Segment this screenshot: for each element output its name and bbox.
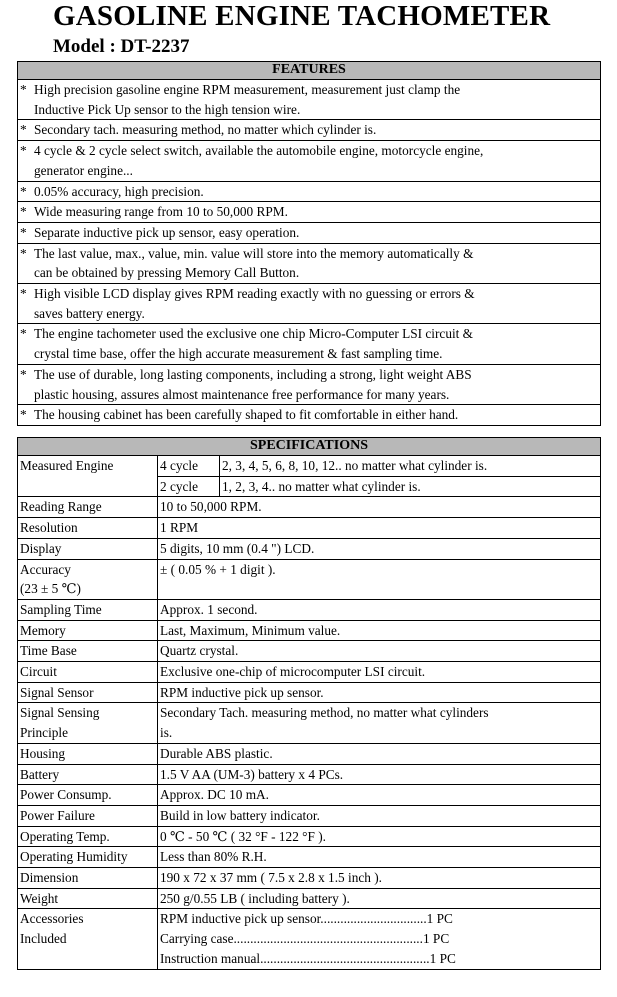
spec-value: 1.5 V AA (UM-3) battery x 4 PCs.: [158, 764, 601, 785]
feature-item: * Wide measuring range from 10 to 50,000 RPM.: [18, 202, 601, 223]
bullet-star: *: [20, 204, 27, 220]
spec-label: Signal Sensor: [18, 682, 158, 703]
bullet-star: *: [20, 183, 27, 199]
feature-item: * The use of durable, long lasting components, including a strong, light weight ABS plastic housing, assures almost maintenance free performance for many years.: [18, 364, 601, 404]
feature-item: * The last value, max., value, min. value will store into the memory automatically & can be obtained by pressing Memory Call Button.: [18, 243, 601, 283]
bullet-star: *: [20, 407, 27, 423]
feature-item: * The housing cabinet has been carefully shaped to fit comfortable in either hand.: [18, 405, 601, 426]
feature-item: * 4 cycle & 2 cycle select switch, available the automobile engine, motorcycle engine, generator engine...: [18, 141, 601, 181]
accessory-item: Instruction manual...................................................1 PC: [160, 950, 456, 966]
accessory-item: Carrying case.........................................................1 PC: [160, 931, 450, 947]
spec-row: [18, 888, 601, 909]
cycle-label: 2 cycle: [158, 476, 220, 497]
spec-label: Battery: [18, 764, 158, 785]
spec-label: Weight: [18, 888, 158, 909]
spec-row-accessories: [18, 909, 601, 969]
spec-label: Housing: [18, 743, 158, 764]
spec-row: [18, 847, 601, 868]
feature-item: * Secondary tach. measuring method, no matter which cylinder is.: [18, 120, 601, 141]
model-number: Model : DT-2237: [53, 36, 190, 57]
spec-row: [18, 682, 601, 703]
spec-value: Quartz crystal.: [158, 641, 601, 662]
bullet-star: *: [20, 143, 27, 159]
accessory-item: RPM inductive pick up sensor................................1 PC: [160, 911, 453, 927]
spec-row: [18, 826, 601, 847]
page-title: GASOLINE ENGINE TACHOMETER: [53, 0, 551, 32]
spec-row: [18, 662, 601, 683]
spec-value: 190 x 72 x 37 mm ( 7.5 x 2.8 x 1.5 inch ).: [158, 868, 601, 889]
spec-row: [18, 641, 601, 662]
spec-row-measured-engine: [18, 456, 601, 477]
spec-row: [18, 559, 601, 599]
spec-row: [18, 785, 601, 806]
feature-item: * The engine tachometer used the exclusive one chip Micro-Computer LSI circuit & crystal time base, offer the high accurate measurement & fast sampling time.: [18, 324, 601, 364]
spec-row: [18, 805, 601, 826]
spec-value: Approx. DC 10 mA.: [158, 785, 601, 806]
spec-label: Time Base: [18, 641, 158, 662]
spec-row: [18, 538, 601, 559]
spec-value: Secondary Tach. measuring method, no matter what cylinders is.: [158, 703, 601, 743]
spec-label: Signal Sensing Principle: [18, 703, 158, 743]
spec-row: [18, 868, 601, 889]
spec-label: Display: [18, 538, 158, 559]
specifications-header: SPECIFICATIONS: [18, 438, 601, 456]
feature-item: * Separate inductive pick up sensor, easy operation.: [18, 222, 601, 243]
bullet-star: *: [20, 245, 27, 261]
spec-label: Dimension: [18, 868, 158, 889]
spec-value: 10 to 50,000 RPM.: [158, 497, 601, 518]
spec-value: 1, 2, 3, 4.. no matter what cylinder is.: [220, 476, 601, 497]
spec-label: Operating Temp.: [18, 826, 158, 847]
features-table: [17, 61, 601, 426]
spec-value: Last, Maximum, Minimum value.: [158, 620, 601, 641]
spec-row: [18, 599, 601, 620]
spec-row: [18, 518, 601, 539]
bullet-star: *: [20, 326, 27, 342]
spec-row: [18, 497, 601, 518]
spec-label: Power Failure: [18, 805, 158, 826]
bullet-star: *: [20, 286, 27, 302]
spec-label: Operating Humidity: [18, 847, 158, 868]
features-header: FEATURES: [18, 62, 601, 80]
feature-item: * High precision gasoline engine RPM measurement, measurement just clamp the Inductive Pick Up sensor to the high tension wire.: [18, 80, 601, 120]
spec-row: [18, 743, 601, 764]
spec-value: 2, 3, 4, 5, 6, 8, 10, 12.. no matter what cylinder is.: [220, 456, 601, 477]
spec-label: Reading Range: [18, 497, 158, 518]
spec-label: Sampling Time: [18, 599, 158, 620]
spec-label: Accuracy (23 ± 5 ℃): [18, 559, 158, 599]
spec-row: [18, 620, 601, 641]
spec-value: RPM inductive pick up sensor.: [158, 682, 601, 703]
spec-value: Exclusive one-chip of microcomputer LSI circuit.: [158, 662, 601, 683]
spec-label: Measured Engine: [18, 456, 158, 497]
spec-value: Less than 80% R.H.: [158, 847, 601, 868]
spec-value: 5 digits, 10 mm (0.4 ") LCD.: [158, 538, 601, 559]
spec-label: Accessories Included: [18, 909, 158, 969]
spec-value: 250 g/0.55 LB ( including battery ).: [158, 888, 601, 909]
spec-value: [158, 909, 601, 969]
bullet-star: *: [20, 82, 27, 97]
bullet-star: *: [20, 224, 27, 240]
spec-value: Approx. 1 second.: [158, 599, 601, 620]
spec-value: 1 RPM: [158, 518, 601, 539]
feature-item: * 0.05% accuracy, high precision.: [18, 181, 601, 202]
spec-label: Circuit: [18, 662, 158, 683]
spec-value: Durable ABS plastic.: [158, 743, 601, 764]
spec-value: 0 ℃ - 50 ℃ ( 32 °F - 122 °F ).: [158, 826, 601, 847]
specifications-table: [17, 437, 601, 970]
spec-row: [18, 764, 601, 785]
spec-label: Resolution: [18, 518, 158, 539]
spec-label: Power Consump.: [18, 785, 158, 806]
spec-value: Build in low battery indicator.: [158, 805, 601, 826]
bullet-star: *: [20, 366, 27, 382]
cycle-label: 4 cycle: [158, 456, 220, 477]
spec-row: [18, 703, 601, 743]
spec-label: Memory: [18, 620, 158, 641]
spec-value: ± ( 0.05 % + 1 digit ).: [158, 559, 601, 599]
feature-item: * High visible LCD display gives RPM reading exactly with no guessing or errors & saves battery energy.: [18, 284, 601, 324]
bullet-star: *: [20, 122, 27, 138]
